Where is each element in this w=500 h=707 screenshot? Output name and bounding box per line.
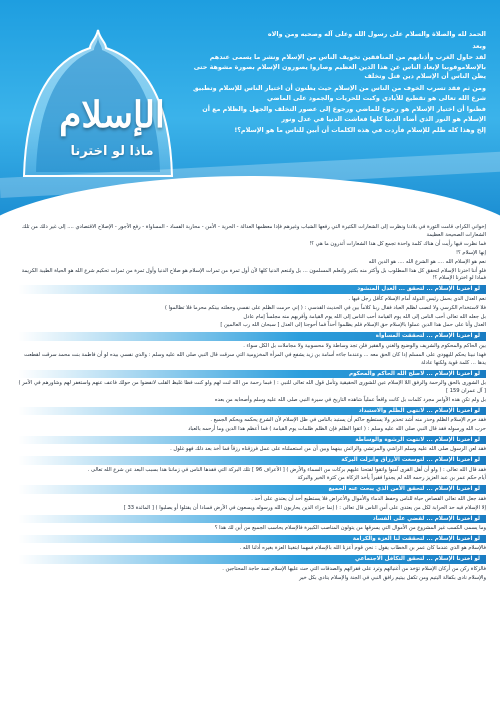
section-paragraph: والإسلام نادى بكفالة اليتيم ومن تكفل بيتيم رافق النبي في الجنة والإسلام ينادي بكل خير (299, 574, 486, 581)
section-paragraph: بل جعله الله تعالى أحب الناس إلى الله يوم القيامة أحب الناس إلى الله يوم القيامة وأقربهم منه مجلساً إمام عادل (243, 313, 486, 320)
section-paragraph: فما نظرت فيها رأيت أن هناك كلمة واحدة تجمع كل هذا الشعارات أتدرون ما هي ؟! (309, 240, 486, 247)
intro-line: فظنوا أن اختيار الإسلام هو رجوع للماضي ورجوع إلى عصور التخلف والجهل والظلام مع أن الإسلام هو النور الذي أضاء الدنيا كلها فعاشت الدنيا في عدل ونور (202, 105, 486, 123)
article-body (18, 224, 486, 583)
section-heading: لو اخترنا الإسلام ... لتوسعت الأرزاق وانزلت البركة (18, 456, 486, 464)
section-heading: لو اخترنا الإسلام ... لتحقق ... العدل المنشود (18, 285, 486, 293)
section-paragraph: بل الشورى بالحق والرحمة والرفق اللا الإسلام عين للشورى الحقيقية وتأمل قول الله تعالى للنبي : ( فبما رحمة من الله لنت لهم ولو كنت فظا غليظ القلب لانفضوا من حولك فاعف عنهم واستغفر لهم وشاورهم في الأمر ) [ آل عمران 159 ] (18, 379, 486, 394)
section-heading: لو اخترنا الإسلام ... لتحقق الأمن الذي يبحث عنه الجميع (18, 485, 486, 493)
section-paragraph: فهذا نبينا يحكم لليهودي على المسلم إذا كان الحق معه ... وعندما جاءه أسامة بن زيد يشفع في المرأة المخزومية التي سرقت قال النبي صلى الله عليه وسلم : والذي نفسي بيده لو أن فاطمة بنت محمد سرقت لقطعت يدها ... كلمة قوية ولكنها عادلة (24, 351, 486, 366)
section-paragraph: فقد قال الله تعالى : ( ولو أن أهل القرى آمنوا واتقوا لفتحنا عليهم بركات من السماء والأرض ) [ الأعراف 96 ] تلك البركة التي فقدها الناس في زماننا هذا بسبب البعد عن شرع الله تعالى . (87, 466, 486, 473)
section-paragraph: فالزكاة ركن من أركان الإسلام تؤخذ من أغنيائهم وترد على فقرائهم والصدقات التي حث عليها الإسلام تسد حاجة المحتاجين . (222, 565, 486, 572)
intro-line: ومن ثم فقد تسرب الخوف من الناس من الإسلام حيث يظنون أن اختيار الناس للإسلام وتطبيق شرع الله تعالى هو تقطيع للأيادي وكبت للحريات والجمود على الماضي (193, 83, 486, 102)
dome-badge (14, 26, 182, 178)
section-paragraph: إلا الإسلام فيه حد الحرابة لكل من يعتدي على أمن الناس قال تعالى : ( إنما جزاء الذين يحاربون الله ورسوله ويسعون في الأرض فسادا أن يقتلوا أو يصلبوا ) [ المائدة 33 ] (123, 504, 486, 511)
section-paragraph: بل ولم تكن هذه الأوامر مجرد كلمات بل كانت واقعاً عملياً شاهده التاريخ في سيرة النبي صلى الله عليه وسلم وأصحابه من بعده (214, 396, 486, 403)
section-paragraph: إخواني الكرام، قامت الثورة في بلادنا ونظرت إلى الشعارات الكثيرة التي رفعها الشباب وغيرهم فإذا معظمها العدالة - الحرية - الأمن - محاربة الفساد - المساواة - رفع الأجور - الإصلاح الاقتصادي .... إلى غير ذلك من تلك الشعارات الصحيحة العظيمة (21, 224, 486, 238)
intro-line: الحمد لله والصلاة والسلام على رسول الله وعلى آله وصحبه ومن والاه (267, 30, 486, 38)
intro-line: لقد حاول الغرب وأذنابهم من المنافقين تخويف الناس من الإسلام ونشر ما يسمى عندهم بالإسلاموفوبيا لإبعاد الناس عن هذا الدين العظيم وصاروا يصورون الإسلام بصورة مشوهة حتى يظن الناس أن الإسلام دين قتل وتخلف (193, 53, 486, 81)
section-heading: لو اخترنا الإسلام ... لتحقق التكافل الاجتماعي (18, 555, 486, 563)
logo-subtitle: ماذا لو اخترنا (70, 144, 154, 159)
intro-text (186, 30, 486, 138)
section-paragraph: فلو أننا اخترنا الإسلام لتحقق كل هذا المطلوب بل وأكثر منه بكثير ولنعلم المسلمون ... بل ولننعم الدنيا كلها لأن أول ثمرة من ثمرات الإسلام هو صلاح الدنيا وأول ثمرة من ثمرات تحكيم شرع الله هو الحياة الطيبة الكريمة فماذا لو اخترنا الإسلام ؟! (21, 267, 486, 282)
logo-word: الإسلام (59, 94, 165, 136)
header-banner (0, 0, 500, 216)
section-paragraph: فقد لعن الرسول صلى الله عليه وسلم الراشي والمرتشي والرائش بينهما وبين أن من استعملناه على عمل فرزقناه رزقاً فما أخذ بعد ذلك فهو غلول . (170, 446, 486, 453)
section-paragraph: فقد جعل الله تعالى القصاص حياة للناس وحفظ الدماء والأموال والأعراض فلا يستطيع أحد أن يعتدي على أحد . (251, 495, 486, 502)
section-paragraph: فلا لاستخدام الكرسي ولا لنصب لظلم العباد فقال ربنا كلاماً بين في الحديث القدسي : ( إني حرمت الظلم على نفسي وجعلته بينكم محرما فلا تظالموا ) (164, 304, 486, 311)
section-paragraph: نعم العدل الذي بحمل رئيس الدولة أمام الإسلام كأقل رجل فيها . (348, 295, 486, 302)
section-heading: لو اخترنا الإسلام ... لقضي على الفساد (18, 515, 486, 523)
section-paragraph: أيام حكم عمر بن عبد العزيز رحمه الله لم يجدوا فقيراً يأخذ الزكاة من كثرة الخير والبركة (297, 475, 486, 482)
intro-line: إلخ وهذا كله ظلم للإسلام فأردت في هذه الكلمات أن أبين للناس ما هو الإسلام؟! (234, 126, 486, 135)
section-heading: لو اخترنا الإسلام ... لتحققت لنا العزة والكرامة (18, 535, 486, 543)
section-heading: لو اخترنا الإسلام ... لانتهت الرشوة والوساطة (18, 436, 486, 444)
section-paragraph: بين الحاكم والمحكوم والشريف والوضيع والغني والفقير فلن تجد وساطة ولا محسوبية ولا مجاملات بل الكل سواء . (243, 342, 486, 349)
section-paragraph: فالإسلام هو الذي عندما كان عمر بن الخطاب يقول : نحن قوم أعزنا الله بالإسلام فمهما ابتغينا العزة بغيره أذلنا الله . (239, 545, 486, 552)
section-heading: لو اخترنا الإسلام ... لتحققت المساواة (18, 332, 486, 340)
section-paragraph: حرب الله ورسوله فقد قال النبي صلى الله عليه وسلم : ( اتقوا الظلم فإن الظلم ظلمات يوم القيامة ) فما أعظم هذا الدين وما أرحمه بالعباد (188, 425, 486, 432)
section-paragraph: العدل وأنا على حمل هذا الدين عملوا بالإسلام حق الإسلام فلم يظلموا أحداً فما أحوجنا إلى العدل [ سبحان الله رب العالمين ] (220, 322, 486, 329)
section-paragraph: فقد حرم الإسلام الظلم وحذر منه أشد تحذير ولا يستطيع حاكم أن يستبد بالناس في ظل الإسلام لأن الشرع يحكمه ويحكم الجميع . (210, 417, 486, 424)
section-heading: لو اخترنا الإسلام ... لاصلح الله الحاكم والمحكوم (18, 370, 486, 378)
section-paragraph: إنها الإسلام ؟! (455, 249, 486, 256)
intro-line: وبعد (472, 41, 486, 50)
section-paragraph: نعم هو الإسلام الله .... هو الشرع الله .... هو الدين الله (368, 258, 486, 265)
section-heading: لو اخترنا الإسلام ... لانتهى الظلم والاستبداد (18, 407, 486, 415)
section-paragraph: وما يسمى الكسب غير المشروع من الأموال التي يسرقها من يتولون المناصب الكبيرة فالإسلام يحاسب الجميع من أين لك هذا ؟ (214, 525, 486, 531)
